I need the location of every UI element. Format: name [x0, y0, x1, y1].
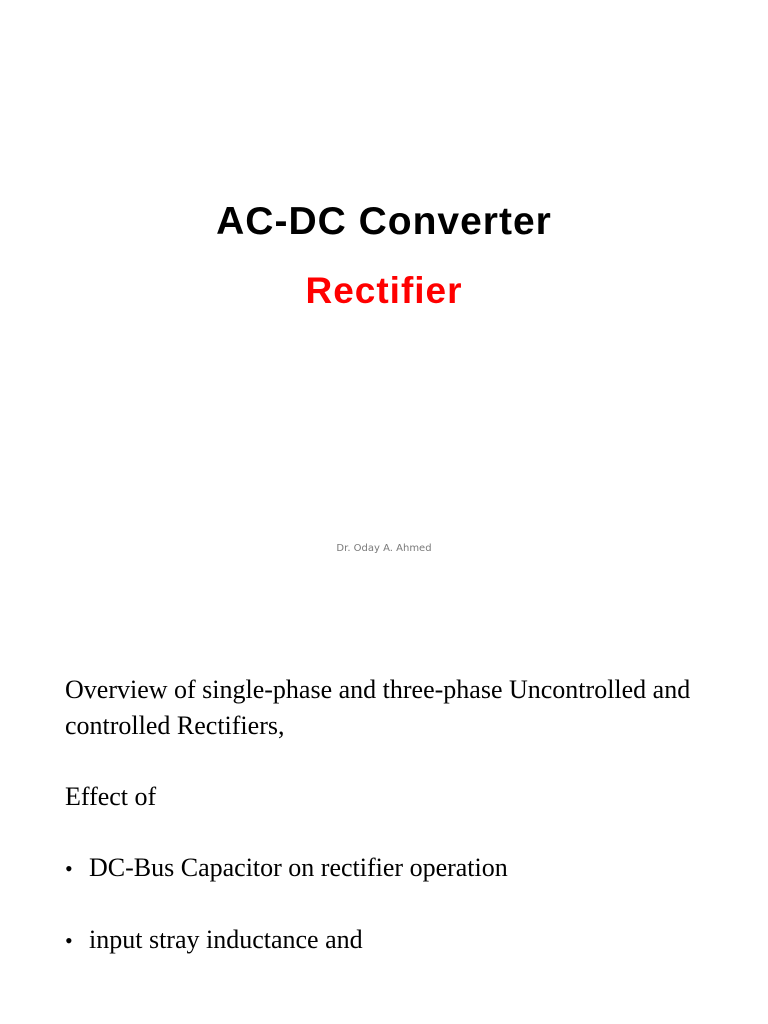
- bullet-dot-icon: •: [65, 928, 73, 953]
- bullet-text: DC-Bus Capacitor on rectifier operation: [89, 853, 508, 882]
- slide-subtitle: Rectifier: [305, 270, 463, 311]
- effect-heading: Effect of: [65, 782, 157, 811]
- bullet-text: input stray inductance and: [89, 925, 363, 954]
- overview-slide: [0, 624, 768, 1024]
- author-name: Dr. Oday A. Ahmed: [336, 543, 432, 554]
- slide-title: AC-DC Converter: [216, 200, 552, 243]
- bullet-dot-icon: •: [65, 856, 73, 881]
- bullet-item-stray-inductance: [65, 922, 755, 959]
- overview-text: Overview of single-phase and three-phase Uncontrolled and controlled Rectifiers,: [65, 675, 691, 740]
- bullet-item-dc-bus: [65, 850, 755, 887]
